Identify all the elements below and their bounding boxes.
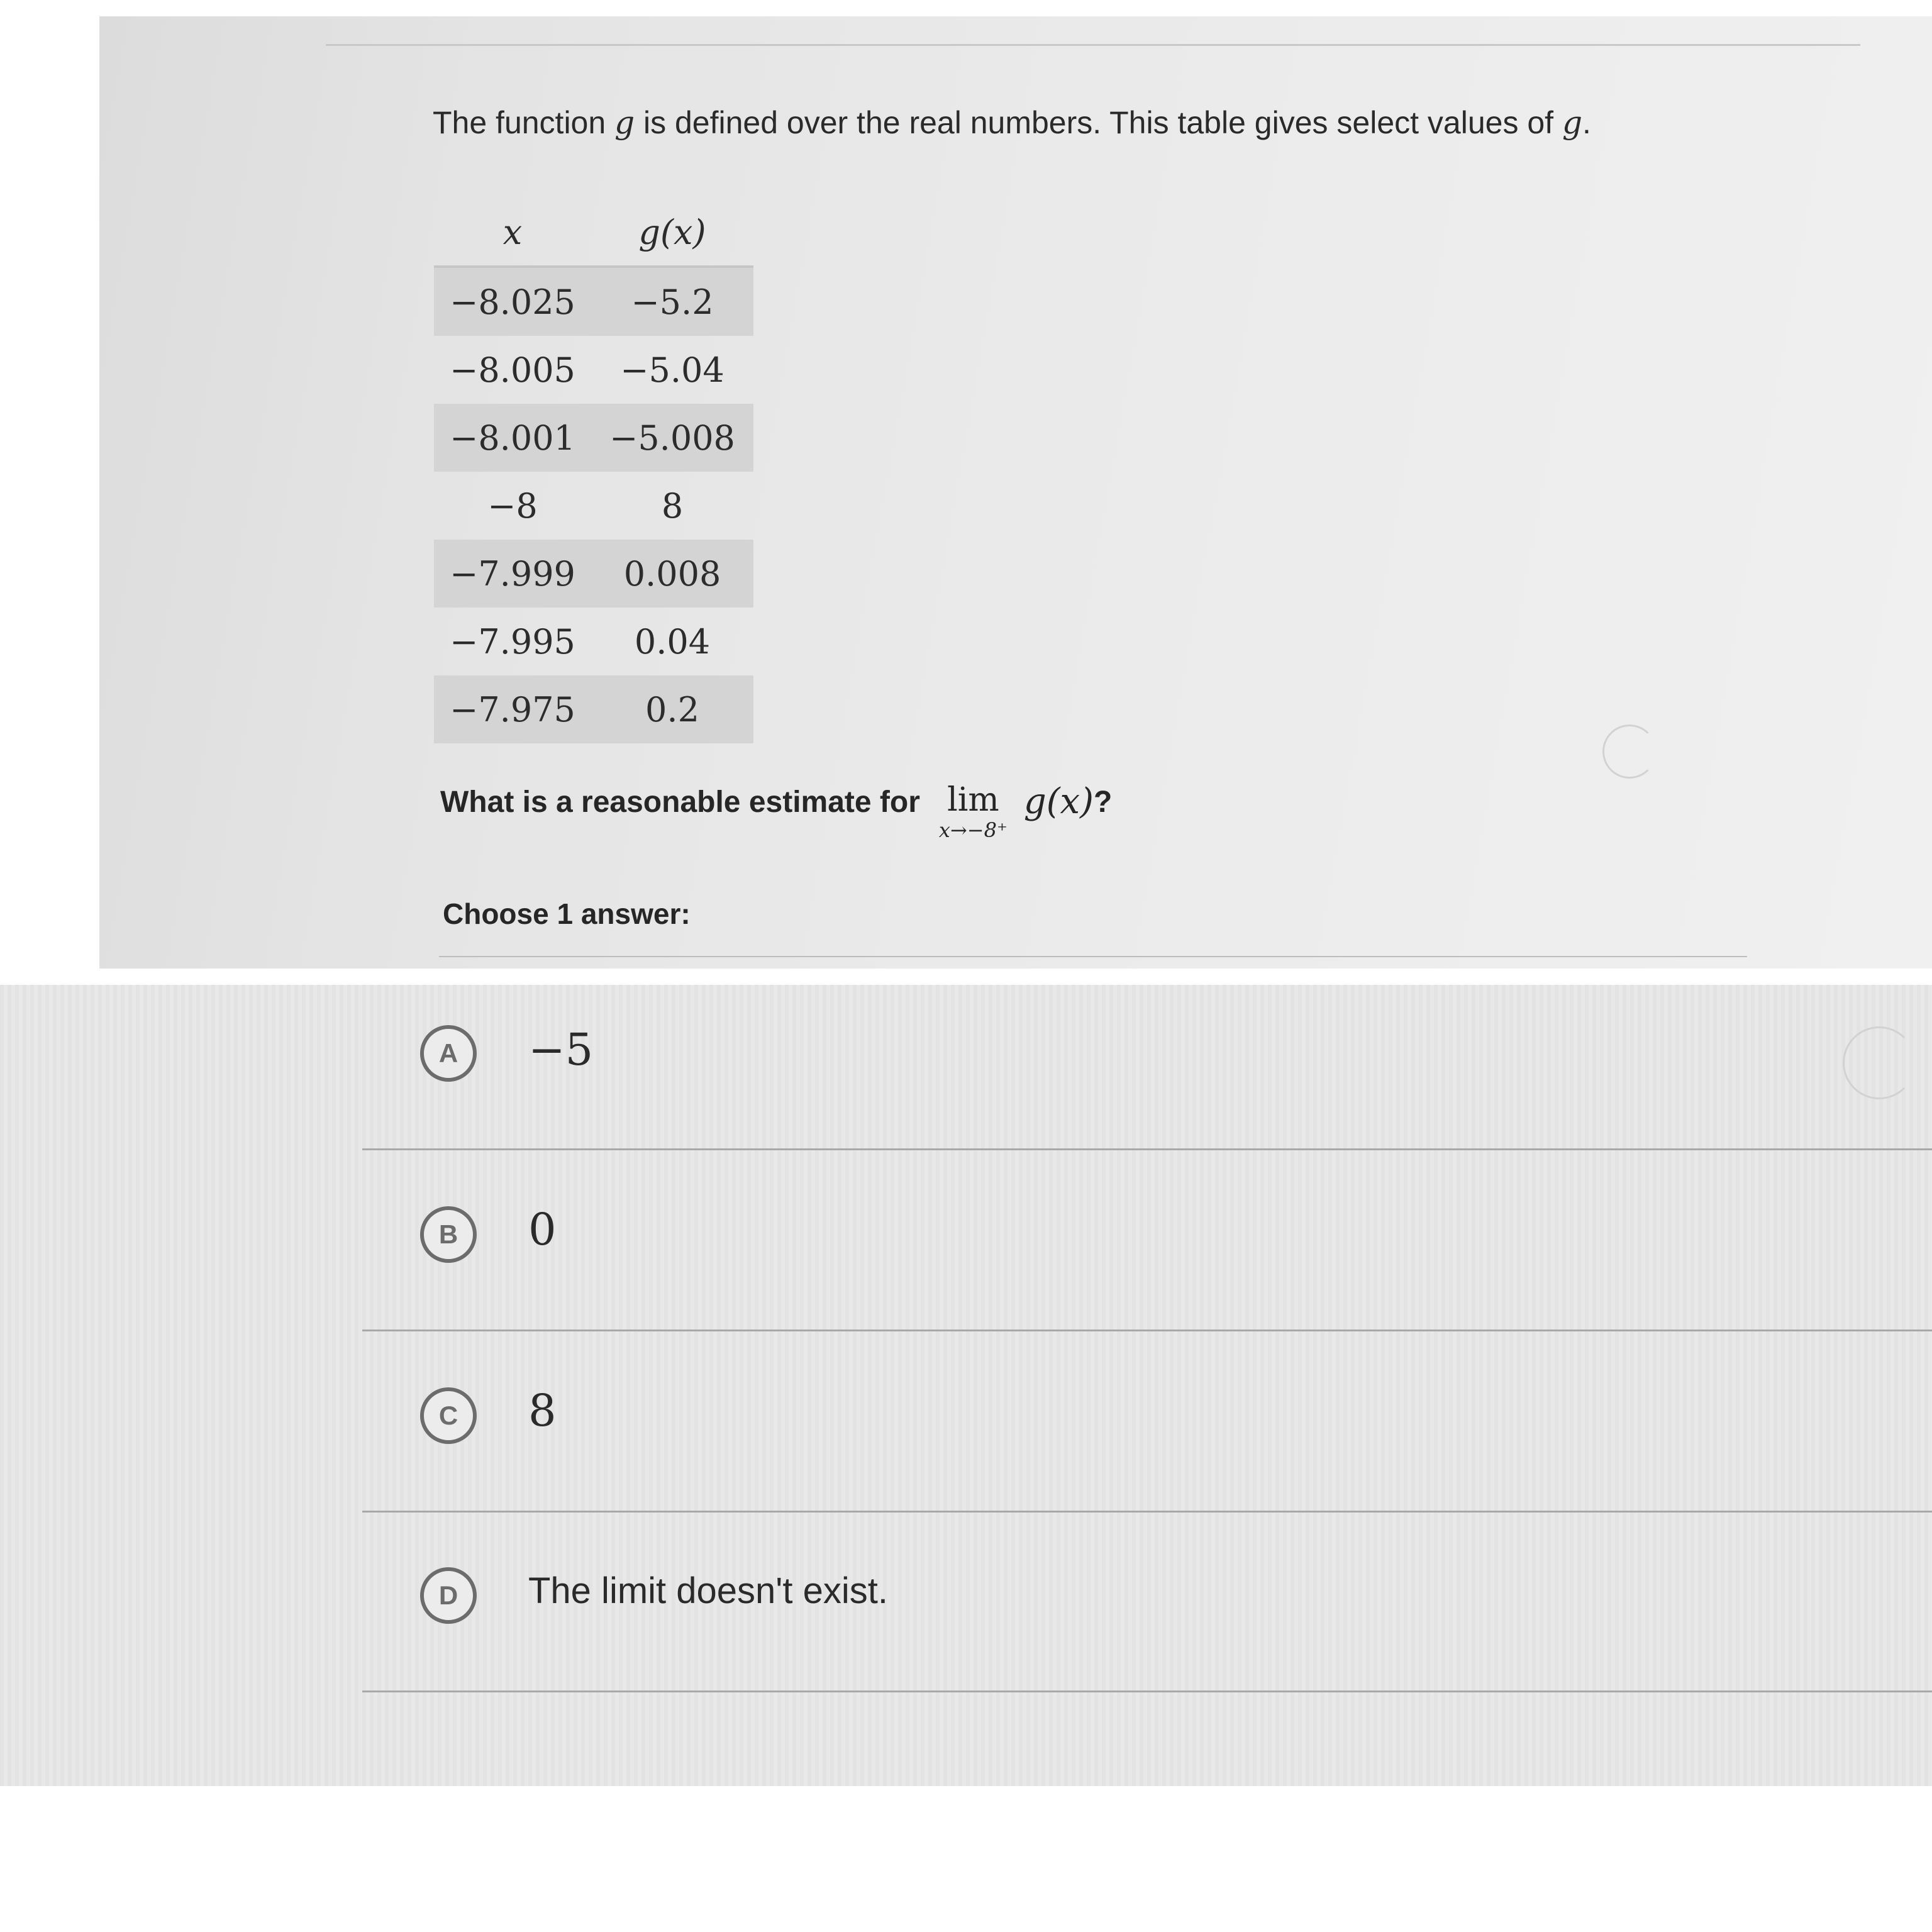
table-header-row bbox=[434, 199, 753, 268]
table-header-gx: g(x) bbox=[638, 212, 706, 252]
limit-expression bbox=[939, 781, 1008, 841]
answer-choices-panel bbox=[0, 985, 1932, 1786]
table-cell-gx: −5.008 bbox=[609, 418, 735, 458]
table-row bbox=[434, 404, 753, 472]
table-cell-x: −8.025 bbox=[450, 282, 575, 322]
intro-text-start: The function bbox=[433, 105, 615, 140]
choice-divider bbox=[362, 1690, 1932, 1692]
decorative-ring bbox=[1602, 724, 1657, 779]
limit-operator: lim bbox=[947, 781, 999, 819]
top-divider bbox=[326, 44, 1860, 46]
table-cell-x: −7.975 bbox=[450, 689, 575, 730]
function-variable: g bbox=[1562, 104, 1582, 141]
decorative-ring bbox=[1843, 1026, 1916, 1099]
table-row bbox=[434, 540, 753, 608]
table-cell-gx: −5.2 bbox=[631, 282, 714, 322]
choice-b-radio[interactable]: B bbox=[420, 1206, 477, 1263]
table-cell-gx: 0.04 bbox=[634, 621, 711, 662]
table-row bbox=[434, 472, 753, 540]
choice-c-radio[interactable]: C bbox=[420, 1387, 477, 1444]
choice-divider bbox=[362, 1330, 1932, 1331]
choice-divider bbox=[362, 1511, 1932, 1513]
table-cell-gx: 8 bbox=[661, 486, 684, 526]
choice-d-text[interactable]: The limit doesn't exist. bbox=[528, 1570, 888, 1611]
table-cell-gx: −5.04 bbox=[620, 350, 724, 390]
intro-text-end: . bbox=[1582, 105, 1591, 140]
question-panel bbox=[99, 16, 1932, 969]
limit-function: g(x) bbox=[1023, 781, 1094, 822]
choice-d-radio[interactable]: D bbox=[420, 1567, 477, 1624]
table-cell-gx: 0.2 bbox=[645, 689, 699, 730]
choice-b-text[interactable]: 0 bbox=[528, 1204, 557, 1255]
limit-subscript: x→−8⁺ bbox=[938, 818, 1008, 842]
values-table bbox=[434, 199, 753, 743]
choice-c[interactable] bbox=[415, 1374, 1932, 1556]
choice-b[interactable] bbox=[415, 1192, 1932, 1375]
table-row bbox=[434, 675, 753, 743]
table-cell-x: −7.995 bbox=[450, 621, 575, 662]
question-mark: ? bbox=[1093, 786, 1113, 819]
choice-a[interactable] bbox=[415, 1010, 1932, 1192]
table-cell-x: −7.999 bbox=[450, 553, 575, 594]
choice-d[interactable] bbox=[415, 1553, 1932, 1736]
table-cell-x: −8 bbox=[487, 486, 538, 526]
table-header-x: x bbox=[502, 212, 523, 252]
table-cell-x: −8.005 bbox=[450, 350, 575, 390]
table-cell-gx: 0.008 bbox=[623, 553, 721, 594]
table-row bbox=[434, 268, 753, 336]
problem-statement bbox=[433, 104, 1591, 141]
choice-divider bbox=[362, 1148, 1932, 1150]
question-prompt bbox=[440, 781, 1113, 842]
table-row bbox=[434, 608, 753, 675]
table-row bbox=[434, 336, 753, 404]
choice-c-text[interactable]: 8 bbox=[528, 1385, 557, 1436]
choices-divider bbox=[439, 956, 1747, 957]
function-variable: g bbox=[614, 104, 635, 141]
choice-a-radio[interactable]: A bbox=[420, 1025, 477, 1082]
choice-a-text[interactable]: −5 bbox=[528, 1024, 594, 1075]
choose-answer-label: Choose 1 answer: bbox=[443, 897, 691, 930]
question-text: What is a reasonable estimate for bbox=[440, 786, 920, 819]
table-cell-x: −8.001 bbox=[450, 418, 575, 458]
intro-text-middle: is defined over the real numbers. This table gives select values of bbox=[635, 105, 1562, 140]
